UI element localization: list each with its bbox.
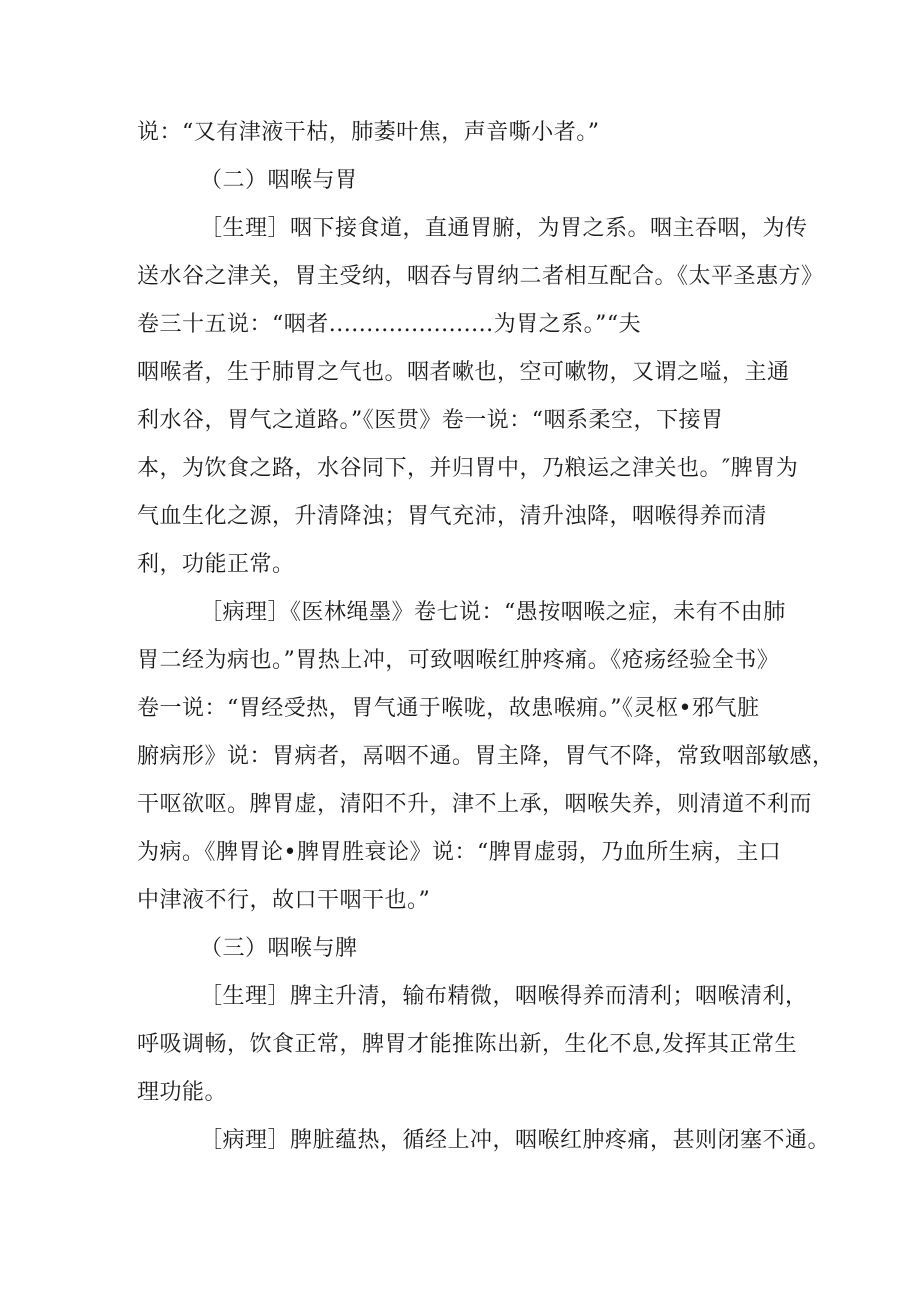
text-line-20: 呼吸调畅，饮食正常，脾胃才能推陈出新，生化不息,发挥其正常生 [137, 1032, 797, 1057]
text-line-5: 卷三十五说：“咽者......................为胃之系。”“夫 [137, 312, 642, 337]
text-line-16: 为病。《脾胃论•脾胃胜衰论》说：“脾胃虚弱，乃血所生病，主口 [137, 840, 782, 865]
section-heading-18: （三）咽喉与脾 [200, 936, 358, 961]
text-line-12: 胃二经为病也。”胃热上冲，可致咽喉红肿疼痛。《疮疡经验全书》 [137, 648, 780, 673]
text-line-10: 利，功能正常。 [137, 552, 295, 577]
text-line-4: 送水谷之津关，胃主受纳，咽吞与胃纳二者相互配合。《太平圣惠方》 [137, 264, 824, 289]
text-line-13: 卷一说：“胃经受热，胃气通于喉咙，故患喉痈。”《灵枢•邪气脏 [137, 696, 760, 721]
text-line-1: 说：“又有津液干枯，肺萎叶焦，声音嘶小者。” [137, 120, 600, 145]
text-line-22: ［病理］脾脏蕴热，循经上冲，咽喉红肿疼痛，甚则闭塞不通。 [200, 1128, 831, 1153]
text-line-19: ［生理］脾主升清，输布精微，咽喉得养而清利；咽喉清利， [200, 984, 808, 1009]
text-line-8: 本，为饮食之路，水谷同下，并归胃中，乃粮运之津关也。″脾胃为 [137, 456, 799, 481]
section-heading-2: （二）咽喉与胃 [200, 168, 358, 193]
text-line-7: 利水谷，胃气之道路。”《医贯》卷一说：“咽系柔空，下接胃 [137, 408, 724, 433]
text-line-6: 咽喉者，生于肺胃之气也。咽者嗽也，空可嗽物，又谓之嗌，主通 [137, 360, 790, 385]
text-line-21: 理功能。 [137, 1080, 228, 1105]
text-line-14: 腑病形》说：胃病者，鬲咽不通。胃主降，胃气不降，常致咽部敏感， [137, 744, 835, 769]
text-line-9: 气血生化之源，升清降浊；胃气充沛，清升浊降，咽喉得养而清 [137, 504, 768, 529]
text-line-11: ［病理］《医林绳墨》卷七说：“愚按咽喉之症，未有不由肺 [200, 600, 786, 625]
text-line-17: 中津液不行，故口干咽干也。” [137, 888, 431, 913]
text-line-15: 干呕欲呕。脾胃虚，清阳不升，津不上承，咽喉失养，则清道不利而 [137, 792, 813, 817]
text-line-3: ［生理］咽下接食道，直通胃腑，为胃之系。咽主吞咽，为传 [200, 216, 808, 241]
